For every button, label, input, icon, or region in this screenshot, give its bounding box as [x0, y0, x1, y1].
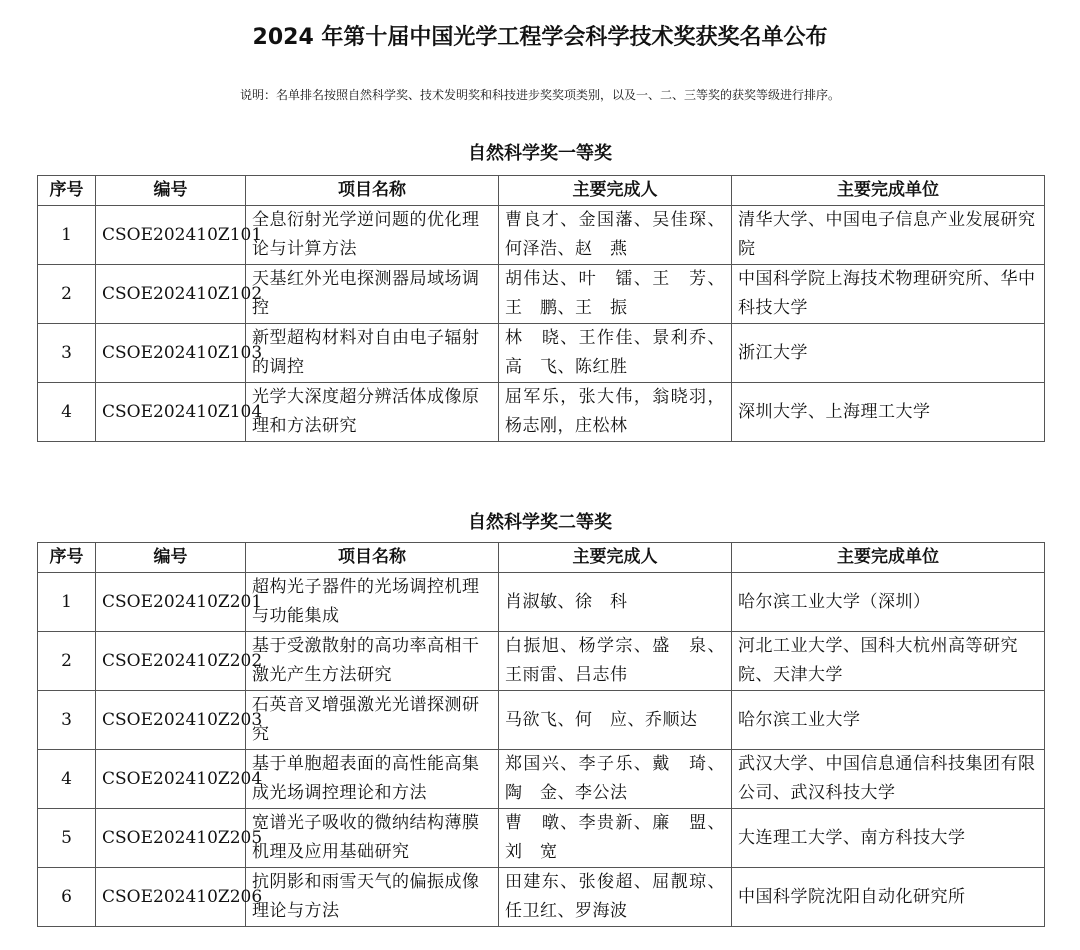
table-header-row [38, 543, 1045, 573]
table-row [38, 809, 1045, 868]
header-project-name: 项目名称 [246, 176, 499, 206]
table-row [38, 691, 1045, 750]
row-units: 河北工业大学、国科大杭州高等研究院、天津大学 [732, 632, 1045, 691]
header-code: 编号 [96, 543, 246, 573]
row-units: 大连理工大学、南方科技大学 [732, 809, 1045, 868]
row-index: 1 [38, 206, 96, 265]
row-index: 3 [38, 324, 96, 383]
row-project-name: 天基红外光电探测器局域场调控 [246, 265, 499, 324]
row-units: 哈尔滨工业大学（深圳） [732, 573, 1045, 632]
table-header-row [38, 176, 1045, 206]
row-index: 1 [38, 573, 96, 632]
row-contributors: 林 晓、王作佳、景利乔、高 飞、陈红胜 [499, 324, 732, 383]
row-project-name: 基于单胞超表面的高性能高集成光场调控理论和方法 [246, 750, 499, 809]
table-row [38, 265, 1045, 324]
row-code: CSOE202410Z102 [96, 265, 246, 324]
row-units: 中国科学院沈阳自动化研究所 [732, 868, 1045, 927]
row-code: CSOE202410Z103 [96, 324, 246, 383]
row-units: 深圳大学、上海理工大学 [732, 383, 1045, 442]
table-row [38, 324, 1045, 383]
row-code: CSOE202410Z203 [96, 691, 246, 750]
row-contributors: 曹良才、金国藩、吴佳琛、何泽浩、赵 燕 [499, 206, 732, 265]
section-title-second-prize: 自然科学奖二等奖 [468, 512, 612, 533]
explanation-note: 说明：名单排名按照自然科学奖、技术发明奖和科技进步奖奖项类别，以及一、二、三等奖的获奖等级进行排序。 [239, 88, 840, 102]
section-title-first-prize: 自然科学奖一等奖 [468, 143, 612, 164]
header-main-contributors: 主要完成人 [499, 176, 732, 206]
row-index: 5 [38, 809, 96, 868]
row-contributors: 郑国兴、李子乐、戴 琦、陶 金、李公法 [499, 750, 732, 809]
row-contributors: 白振旭、杨学宗、盛 泉、王雨雷、吕志伟 [499, 632, 732, 691]
row-project-name: 全息衍射光学逆问题的优化理论与计算方法 [246, 206, 499, 265]
row-index: 2 [38, 632, 96, 691]
row-contributors: 肖淑敏、徐 科 [499, 573, 732, 632]
row-units: 清华大学、中国电子信息产业发展研究院 [732, 206, 1045, 265]
row-contributors: 曹 暾、李贵新、廉 盟、刘 宽 [499, 809, 732, 868]
row-index: 2 [38, 265, 96, 324]
row-index: 6 [38, 868, 96, 927]
header-index: 序号 [38, 176, 96, 206]
row-code: CSOE202410Z201 [96, 573, 246, 632]
header-main-units: 主要完成单位 [732, 543, 1045, 573]
header-main-units: 主要完成单位 [732, 176, 1045, 206]
table-row [38, 206, 1045, 265]
row-code: CSOE202410Z205 [96, 809, 246, 868]
row-code: CSOE202410Z202 [96, 632, 246, 691]
table-row [38, 632, 1045, 691]
row-contributors: 屈军乐，张大伟，翁晓羽，杨志刚，庄松林 [499, 383, 732, 442]
row-units: 浙江大学 [732, 324, 1045, 383]
page-title: 2024 年第十届中国光学工程学会科学技术奖获奖名单公布 [252, 25, 828, 50]
row-code: CSOE202410Z206 [96, 868, 246, 927]
row-index: 4 [38, 383, 96, 442]
row-contributors: 马欲飞、何 应、乔顺达 [499, 691, 732, 750]
row-project-name: 基于受激散射的高功率高相干激光产生方法研究 [246, 632, 499, 691]
row-project-name: 抗阴影和雨雪天气的偏振成像理论与方法 [246, 868, 499, 927]
row-project-name: 超构光子器件的光场调控机理与功能集成 [246, 573, 499, 632]
row-project-name: 新型超构材料对自由电子辐射的调控 [246, 324, 499, 383]
row-contributors: 田建东、张俊超、屈靓琼、任卫红、罗海波 [499, 868, 732, 927]
table-row [38, 868, 1045, 927]
row-code: CSOE202410Z104 [96, 383, 246, 442]
table-row [38, 383, 1045, 442]
awards-table-second-prize [37, 542, 1045, 927]
table-row [38, 750, 1045, 809]
row-units: 武汉大学、中国信息通信科技集团有限公司、武汉科技大学 [732, 750, 1045, 809]
row-index: 4 [38, 750, 96, 809]
row-project-name: 宽谱光子吸收的微纳结构薄膜机理及应用基础研究 [246, 809, 499, 868]
row-units: 哈尔滨工业大学 [732, 691, 1045, 750]
header-index: 序号 [38, 543, 96, 573]
row-contributors: 胡伟达、叶 镭、王 芳、王 鹏、王 振 [499, 265, 732, 324]
row-code: CSOE202410Z101 [96, 206, 246, 265]
row-project-name: 光学大深度超分辨活体成像原理和方法研究 [246, 383, 499, 442]
header-main-contributors: 主要完成人 [499, 543, 732, 573]
row-index: 3 [38, 691, 96, 750]
header-project-name: 项目名称 [246, 543, 499, 573]
row-units: 中国科学院上海技术物理研究所、华中科技大学 [732, 265, 1045, 324]
table-row [38, 573, 1045, 632]
row-code: CSOE202410Z204 [96, 750, 246, 809]
row-project-name: 石英音叉增强激光光谱探测研究 [246, 691, 499, 750]
awards-table-first-prize [37, 175, 1045, 442]
header-code: 编号 [96, 176, 246, 206]
